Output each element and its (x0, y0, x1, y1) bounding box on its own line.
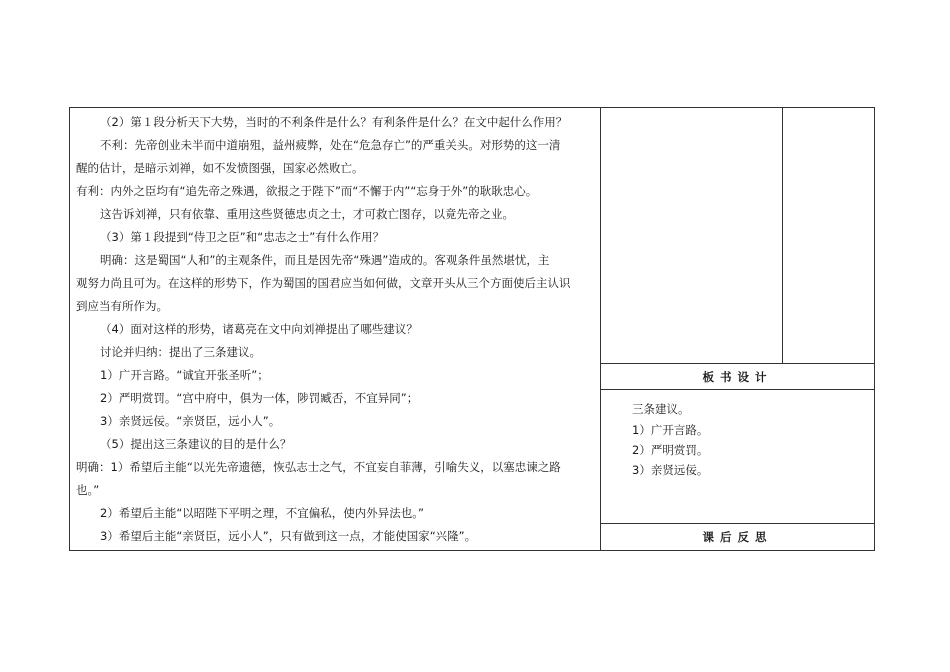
text-line: 2）严明赏罚。“宫中府中，俱为一体，陟罚臧否，不宜异同”； (100, 391, 419, 405)
table-border-bottom (69, 550, 875, 551)
text-line: 明确：1）希望后主能“以光先帝遗德，恢弘志士之气，不宜妄自菲薄，引喻失义，以塞忠谏之路 (76, 460, 561, 474)
reflection-header: 课后反思 (702, 530, 773, 544)
text-line: 这告诉刘禅，只有依靠、重用这些贤德忠贞之士，才可救亡图存，以竟先帝之业。 (100, 207, 514, 221)
text-line: 讨论并归纳：提出了三条建议。 (100, 345, 261, 359)
text-line: （3）第１段提到“侍卫之臣”和“忠志之士”有什么作用？ (100, 230, 385, 244)
table-border-top (69, 107, 875, 108)
board-line: 1）广开言路。 (632, 423, 709, 437)
text-line: （2）第１段分析天下大势，当时的不利条件是什么？有利条件是什么？在文中起什么作用？ (100, 115, 568, 129)
text-line: 醒的估计，是暗示刘禅，如不发愤图强，国家必然败亡。 (76, 161, 364, 175)
row-divider-reflection-top (600, 523, 875, 524)
text-line: （4）面对这样的形势，诸葛亮在文中向刘禅提出了哪些建议？ (100, 322, 418, 336)
board-design-header: 板书设计 (702, 370, 773, 384)
column-divider-narrow (782, 107, 783, 363)
column-divider-main (600, 107, 601, 551)
row-divider-board-top (600, 363, 875, 364)
board-line: 2）严明赏罚。 (632, 443, 709, 457)
text-line: 到应当有所作为。 (76, 299, 168, 313)
table-border-left (69, 107, 70, 551)
text-line: （5）提出这三条建议的目的是什么？ (100, 437, 292, 451)
text-line: 有利：内外之臣均有“追先帝之殊遇，欲报之于陛下”而“不懈于内”“忘身于外”的耿耿忠心。 (76, 184, 538, 198)
board-line: 3）亲贤远佞。 (632, 463, 709, 477)
text-line: 3）亲贤远佞。“亲贤臣，远小人”。 (100, 414, 281, 428)
text-line: 1）广开言路。“诚宜开张圣听”； (100, 368, 269, 382)
row-divider-board-bottom (600, 389, 875, 390)
text-line: 观努力尚且可为。在这样的形势下，作为蜀国的国君应当如何做，文章开头从三个方面使后主认识 (76, 276, 571, 290)
table-border-right (874, 107, 875, 551)
board-line: 三条建议。 (632, 402, 690, 416)
text-line: 3）希望后主能“亲贤臣，远小人”，只有做到这一点，才能使国家“兴隆”。 (100, 529, 477, 543)
text-line: 不利：先帝创业未半而中道崩殂，益州疲弊，处在“危急存亡”的严重关头。对形势的这一清 (100, 138, 561, 152)
text-line: 明确：这是蜀国“人和”的主观条件，而且是因先帝“殊遇”造成的。客观条件虽然堪忧，主 (100, 253, 550, 267)
text-line: 2）希望后主能“以昭陛下平明之理，不宜偏私，使内外异法也。” (100, 506, 424, 520)
text-line: 也。” (76, 483, 100, 497)
